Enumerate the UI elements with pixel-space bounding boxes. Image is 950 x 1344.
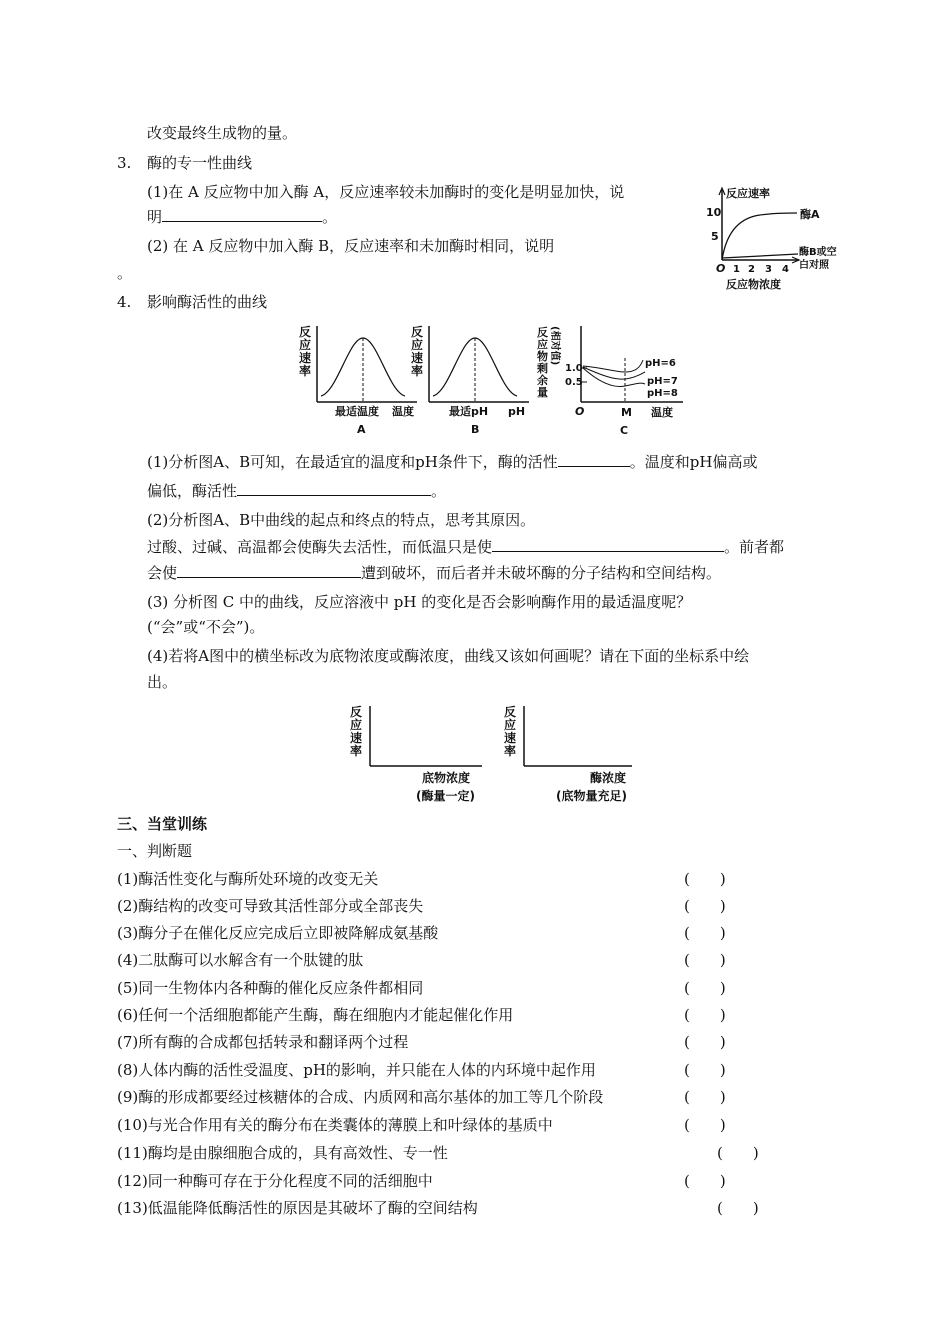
section4-number: 4.	[117, 293, 132, 311]
fig-a-ylabel-char: 应	[299, 338, 312, 352]
axes1-ylabel-char: 率	[350, 744, 363, 758]
p2-text-e: 遭到破坏，而后者并未破坏酶的分子结构和空间结构。	[361, 564, 722, 582]
judgement-item: (4)二肽酶可以水解含有一个肽键的肽	[117, 951, 364, 969]
specificity-chart	[702, 182, 847, 294]
specificity-xtick: 1	[733, 264, 740, 275]
answer-blank[interactable]	[492, 537, 724, 552]
fig-b-ylabel-char: 反	[411, 325, 424, 339]
p1-text-d: 。	[431, 482, 447, 500]
p1-text-b: 。温度和pH偏高或	[629, 453, 758, 471]
p2-text-c: 。前者都	[724, 538, 785, 556]
fig-b-ylabel-char: 速	[411, 351, 424, 365]
fig-c-xlabel: 温度	[651, 406, 673, 419]
specificity-xtick: 2	[748, 264, 755, 275]
fig-c-ytick-1: 1.0	[565, 363, 583, 374]
fig-a-ylabel-char: 率	[299, 364, 312, 378]
specificity-ytick-5: 5	[711, 230, 719, 243]
judgement-item: (9)酶的形成都要经过核糖体的合成、内质网和高尔基体的加工等几个阶段	[117, 1088, 604, 1106]
judgement-item: (10)与光合作用有关的酶分布在类囊体的薄膜上和叶绿体的基质中	[117, 1116, 553, 1134]
fig-c-ylabel-char: 量	[537, 386, 548, 399]
curve-enzyme-b	[722, 254, 798, 258]
answer-parens[interactable]: ( )	[717, 1199, 759, 1217]
blank-axes-substrate[interactable]	[342, 700, 492, 806]
p2-text-b: 过酸、过碱、高温都会使酶失去活性，而低温只是使	[147, 538, 493, 556]
answer-parens[interactable]: ( )	[684, 870, 726, 888]
section3-q1-line2	[147, 207, 337, 227]
axes2-xlabel: 酶浓度	[590, 771, 627, 785]
specificity-origin: O	[716, 262, 726, 275]
answer-parens[interactable]: ( )	[684, 1006, 726, 1024]
section3-title: 酶的专一性曲线	[147, 154, 253, 172]
fig-c-ylabel-char: 物	[537, 350, 548, 363]
fig-c-origin: O	[575, 405, 585, 418]
p3-line2: (“会”或“不会”)。	[147, 618, 265, 636]
figure-a-temperature	[297, 322, 419, 437]
curve-enzyme-a	[722, 213, 797, 260]
answer-blank[interactable]	[237, 481, 431, 496]
answer-parens[interactable]: ( )	[684, 979, 726, 997]
axes1-ylabel-char: 反	[350, 705, 363, 719]
fig-c-series-label: pH=8	[647, 388, 678, 399]
fig-a-caption: A	[357, 423, 366, 436]
judgement-item: (5)同一生物体内各种酶的催化反应条件都相同	[117, 979, 424, 997]
fig-c-ylabel-char: 反	[537, 326, 548, 339]
judgement-item: (2)酶结构的改变可导致其活性部分或全部丧失	[117, 897, 424, 915]
fig-a-ylabel-char: 反	[299, 325, 312, 339]
section3-q1-end: 。	[322, 208, 338, 226]
judgement-item: (11)酶均是由腺细胞合成的，具有高效性、专一性	[117, 1144, 448, 1162]
answer-parens[interactable]: ( )	[684, 1172, 726, 1190]
p2-line1: (2)分析图A、B中曲线的起点和终点的特点，思考其原因。	[147, 511, 536, 529]
training-heading: 三、当堂训练	[117, 815, 208, 833]
specificity-ytick-10: 10	[706, 206, 722, 219]
judgement-item: (7)所有酶的合成都包括转录和翻译两个过程	[117, 1033, 409, 1051]
figure-b-ph	[409, 322, 531, 437]
curve-a-label: 酶A	[800, 208, 820, 221]
fig-c-ylabel-char: 剩	[537, 362, 548, 375]
fig-c-ytick-05: 0.5	[565, 377, 583, 388]
p2-line2	[147, 537, 784, 557]
fig-c-xmark: M	[621, 406, 632, 419]
section3-q1-line1: (1)在 A 反应物中加入酶 A，反应速率较未加酶时的变化是明显加快，说	[147, 183, 625, 201]
blank-axes-enzyme[interactable]	[500, 700, 650, 806]
section3-number: 3.	[117, 154, 132, 172]
section3-q2-end: 。	[117, 264, 133, 282]
fig-c-ylabel-char: 余	[537, 374, 548, 387]
curve-b-label-1: 酶B或空	[799, 247, 837, 258]
answer-parens[interactable]: ( )	[684, 924, 726, 942]
fig-c-ylabel-char: 应	[537, 338, 548, 351]
axes2-ylabel-char: 速	[504, 731, 517, 745]
fig-b-ylabel-char: 率	[411, 364, 424, 378]
p2-text-d: 会使	[147, 564, 178, 582]
fig-b-xlabel-opt: 最适pH	[449, 405, 489, 418]
fig-b-ylabel-char: 应	[411, 338, 424, 352]
axes2-ylabel-char: 率	[504, 744, 517, 758]
fig-a-xlabel-opt: 最适温度	[335, 405, 379, 418]
p4-line2: 出。	[147, 673, 178, 691]
axes1-ylabel-char: 速	[350, 731, 363, 745]
judgement-item: (8)人体内酶的活性受温度、pH的影响，并只能在人体的内环境中起作用	[117, 1061, 596, 1079]
judgement-item: (6)任何一个活细胞都能产生酶，酶在细胞内才能起催化作用	[117, 1006, 514, 1024]
fig-a-xlabel: 温度	[392, 405, 414, 418]
p3-line1: (3) 分析图 C 中的曲线，反应溶液中 pH 的变化是否会影响酶作用的最适温度呢？	[147, 593, 692, 611]
axes1-note: (酶量一定)	[416, 789, 475, 803]
p1-line1	[147, 452, 757, 472]
judgement-subheading: 一、判断题	[117, 842, 193, 860]
fig-c-series-label: pH=7	[647, 376, 678, 387]
axes2-ylabel-char: 反	[504, 705, 517, 719]
fig-b-caption: B	[471, 423, 480, 436]
answer-parens[interactable]: ( )	[684, 951, 726, 969]
axes1-ylabel-char: 应	[350, 718, 363, 732]
answer-parens[interactable]: ( )	[684, 1033, 726, 1051]
curve-b-label-2: 白对照	[799, 260, 829, 271]
specificity-ylabel: 反应速率	[726, 187, 770, 200]
axes1-xlabel: 底物浓度	[422, 771, 471, 785]
fig-b-xlabel: pH	[508, 405, 526, 418]
specificity-xtick: 4	[782, 264, 789, 275]
axes2-ylabel-char: 应	[504, 718, 517, 732]
p1-text-a: (1)分析图A、B可知，在最适宜的温度和pH条件下，酶的活性	[147, 453, 558, 471]
answer-parens[interactable]: ( )	[684, 1061, 726, 1079]
answer-blank[interactable]	[177, 563, 361, 578]
section3-q2: (2) 在 A 反应物中加入酶 B，反应速率和未加酶时相同，说明	[147, 237, 555, 255]
section3-q1-prefix: 明	[147, 208, 163, 226]
fig-c-caption: C	[620, 424, 629, 437]
specificity-xtick: 3	[765, 264, 772, 275]
answer-parens[interactable]: ( )	[684, 1116, 726, 1134]
section4-title: 影响酶活性的曲线	[147, 293, 268, 311]
answer-blank[interactable]	[162, 207, 322, 222]
judgement-item: (13)低温能降低酶活性的原因是其破坏了酶的空间结构	[117, 1199, 478, 1217]
judgement-item: (12)同一种酶可存在于分化程度不同的活细胞中	[117, 1172, 433, 1190]
specificity-xlabel: 反应物浓度	[726, 278, 781, 291]
p4-line1: (4)若将A图中的横坐标改为底物浓度或酶浓度，曲线又该如何画呢？请在下面的坐标系中绘	[147, 647, 750, 665]
judgement-item: (1)酶活性变化与酶所处环境的改变无关	[117, 870, 379, 888]
fig-c-series-label: pH=6	[645, 358, 676, 369]
judgement-item: (3)酶分子在催化反应完成后立即被降解成氨基酸	[117, 924, 439, 942]
intro-line: 改变最终生成物的量。	[147, 124, 298, 142]
answer-blank[interactable]	[558, 452, 630, 467]
answer-parens[interactable]: ( )	[684, 897, 726, 915]
axes2-note: (底物量充足)	[556, 789, 627, 803]
fig-c-ylabel-rel: (相对值)	[549, 326, 560, 366]
p1-text-c: 偏低，酶活性	[147, 482, 238, 500]
answer-parens[interactable]: ( )	[684, 1088, 726, 1106]
p2-line3	[147, 563, 721, 583]
p1-line2	[147, 481, 446, 501]
figure-c-remaining	[535, 322, 685, 437]
fig-a-ylabel-char: 速	[299, 351, 312, 365]
answer-parens[interactable]: ( )	[717, 1144, 759, 1162]
